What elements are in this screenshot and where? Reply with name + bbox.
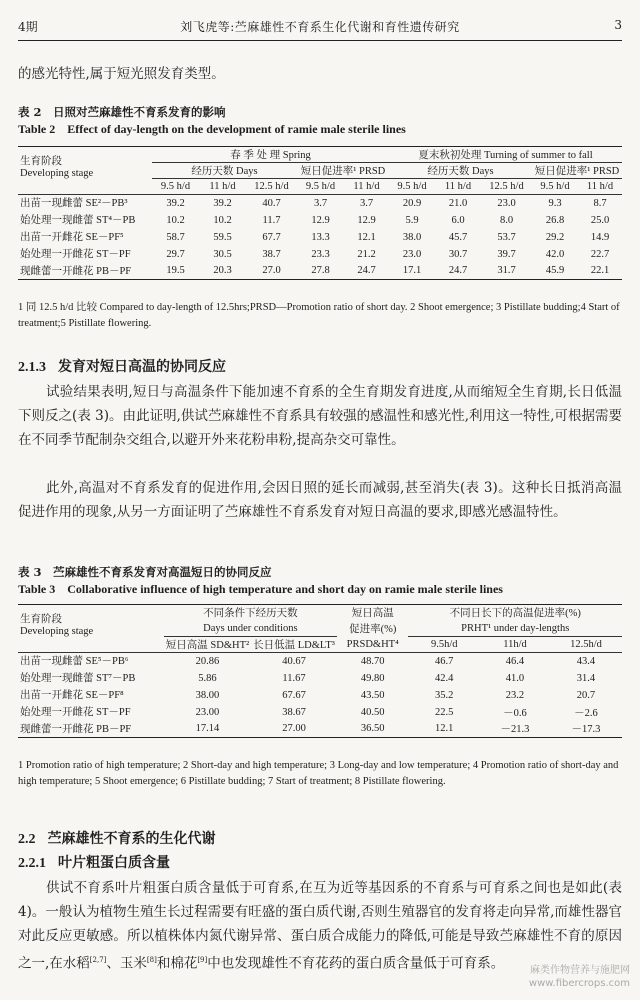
table2-col: 12.5 h/d [254,181,289,192]
value-cell: 17.1 [402,265,422,277]
section-number: 2.1.3 [18,360,46,375]
table2-col: 9.5 h/d [397,181,427,192]
table3-group-prht-en: PRHT¹ under day-lengths [408,621,622,637]
value-cell: 46.4 [505,655,525,667]
value-cell: 22.5 [435,706,454,718]
value-cell: 39.2 [166,197,185,209]
para-text-c: 和棉花 [156,955,198,972]
table3-group-prsdht-cn2: 促进率(%) [349,624,397,635]
value-cell: 11.67 [282,672,306,684]
value-cell: 11.7 [262,214,281,226]
value-cell: 53.7 [497,231,516,243]
section-title: 叶片粗蛋白质含量 [58,855,170,871]
section-2-2-1-para [18,876,622,976]
table3-col-d2: 11h/d [503,639,527,650]
value-cell: 12.1 [357,231,376,243]
table3-col-ldlt: 长日低温 LD&LT³ [253,640,335,651]
para-text-b: 、玉米 [106,955,147,972]
value-cell: 12.9 [311,214,330,226]
value-cell: 27.00 [282,723,306,735]
stage-cell: 现雌蕾一开雌花 PB－PF [20,723,132,735]
running-title: 刘飞虎等:苎麻雄性不育系生化代谢和育性遗传研究 [180,20,460,34]
value-cell: 20.86 [195,655,220,667]
value-cell: 25.0 [590,214,610,226]
value-cell: 8.0 [499,214,514,226]
value-cell: 67.67 [282,689,306,701]
value-cell: 5.9 [405,214,419,226]
value-cell: 23.00 [195,706,220,718]
reference-mark: [2,7] [89,956,107,964]
value-cell: 67.7 [262,231,281,243]
section-number: 2.2.1 [18,856,46,871]
table3-group-days-cn: 不同条件下经历天数 [203,608,298,620]
value-cell: 10.2 [166,214,185,226]
value-cell: 40.67 [282,655,306,667]
table2-col: 9.5 h/d [160,181,191,192]
table3-caption [18,564,622,598]
table-row [18,687,622,704]
section-2-1-3-para1: 试验结果表明,短日与高温条件下能加速不育系的全生育期发育进度,从而缩短全生育期,长日低温下则反之(表 3)。由此证明,供试苎麻雄性不育系具有较强的感温性和感光性,利用这一特性,可根据需要在不同季节配制杂交组合,以避开外来花粉串粉,提高杂交可靠性。 [18,384,622,448]
value-cell: 23.2 [505,689,525,701]
value-cell: 29.7 [166,248,185,260]
value-cell: 26.8 [545,214,565,226]
value-cell: 59.5 [213,231,232,243]
value-cell: 27.0 [262,265,281,277]
stage-cell: 出苗一现雌蕾 SE⁵－PB⁶ [20,656,129,667]
value-cell: 43.50 [360,689,385,701]
value-cell: 17.14 [195,723,220,735]
value-cell: 13.3 [311,231,330,243]
value-cell: 49.80 [360,672,385,684]
value-cell: 40.7 [262,197,281,209]
value-cell: －17.3 [571,724,601,736]
value-cell: 39.2 [213,197,232,209]
value-cell: 43.4 [576,655,596,667]
table3-col-d3: 12.5h/d [570,639,602,650]
value-cell: 48.70 [360,655,385,667]
value-cell: 41.0 [505,672,525,684]
value-cell: 38.0 [402,231,422,243]
value-cell: 30.7 [448,248,468,260]
table3-caption-en: Table 3 Collaborative influence of high temperature and short day on ramie male sterile lines [18,582,503,596]
table2-sub-prsd-summer: 短日促进率¹ PRSD [532,163,622,179]
intro-line: 的感光特性,属于短光照发育类型。 [18,66,225,82]
value-cell: 12.1 [435,723,454,735]
value-cell: 22.1 [590,265,610,277]
table2-sub-prsd-spring: 短日促进率¹ PRSD [297,163,389,179]
value-cell: 42.0 [545,248,565,260]
watermark: 麻类作物营养与施肥网 www.fibercrops.com [528,965,630,989]
stage-cell: 出苗一开雌花 SE－PF⁸ [20,689,124,701]
table2 [18,146,622,280]
value-cell: 27.8 [311,265,330,277]
value-cell: 14.9 [590,231,610,243]
section-2-2-heading [18,828,216,848]
value-cell: 46.7 [435,655,454,667]
value-cell: 31.7 [497,265,516,277]
value-cell: 24.7 [357,265,376,277]
table2-stage-header: 生育阶段 Developing stage [18,147,152,195]
reference-mark: [9] [197,956,208,964]
table3-group-days-en: Days under conditions [164,621,337,637]
table2-body [18,195,622,280]
reference-mark: [8] [146,956,157,964]
value-cell: 20.3 [213,265,232,277]
section-number: 2.2 [18,832,36,847]
table-row [18,229,622,246]
value-cell: 9.3 [548,197,562,209]
table2-group-spring: 春 季 处 理 Spring [152,147,389,163]
table2-col: 12.5 h/d [489,181,524,192]
table2-sub-days-summer: 经历天数 Days [389,163,532,179]
value-cell: 8.7 [593,197,607,209]
value-cell: 45.9 [545,265,565,277]
value-cell: 12.9 [357,214,376,226]
value-cell: 38.67 [282,706,306,718]
table3-stage-header: 生育阶段 Developing stage [18,605,164,653]
running-header [18,10,622,41]
value-cell: 35.2 [435,689,454,701]
section-2-1-3-heading [18,356,226,376]
table-row [18,721,622,738]
value-cell: 23.0 [402,248,422,260]
value-cell: 23.3 [311,248,330,260]
page-number: 3 [614,18,622,32]
section-title: 发育对短日高温的协同反应 [58,359,226,375]
table3-group-prsdht-cn: 短日高温 [351,608,394,620]
value-cell: 45.7 [448,231,468,243]
value-cell: 31.4 [576,672,596,684]
table3-col-sdht: 短日高温 SD&HT² [165,640,250,651]
table-row [18,670,622,687]
stage-cell: 始处理一现雌蕾 ST⁷－PB [20,672,136,684]
table-row [18,704,622,721]
value-cell: 20.7 [576,689,596,701]
table3-col-prsdht: PRSD&HT⁴ [346,638,399,650]
stage-cell: 现雌蕾一开雌花 PB－PF [20,265,132,277]
value-cell: 38.00 [195,689,220,701]
stage-cell: 出苗一开雌花 SE－PF⁵ [20,231,124,243]
value-cell: 38.7 [262,248,281,260]
value-cell: 30.5 [213,248,232,260]
table-row [18,195,622,212]
value-cell: 6.0 [451,214,465,226]
value-cell: －21.3 [500,724,530,736]
table-row [18,246,622,263]
table3-col-d1: 9.5h/d [430,639,458,650]
value-cell: 3.7 [313,197,328,209]
stage-cell: 出苗一现雌蕾 SE²－PB³ [20,198,128,209]
table-row [18,212,622,229]
value-cell: 40.50 [360,706,385,718]
table3-group-prht-cn: 不同日长下的高温促进率(%) [449,608,581,620]
value-cell: 3.7 [359,197,374,209]
table2-col: 11 h/d [353,181,380,192]
value-cell: 22.7 [590,248,610,260]
para-text-d: 中也发现雄性不育花药的蛋白质含量低于可育系。 [207,955,505,972]
table3-body [18,653,622,738]
stage-cell: 始处理一开雌花 ST－PF [20,706,131,718]
para-text-a: 供试不育系叶片粗蛋白质含量低于可育系,在互为近等基因系的不育系与可育系之间也是如此(表 4)。一般认为植物生殖生长过程需要有旺盛的蛋白质代谢,否则生殖器官的发育将走向异常,而雄性器官对此反应更敏感。所以植株体内氮代谢异常、蛋白质合成能力的降低,可能是导致苎麻雄性不育的原因之一,在水稻 [18,880,622,972]
table-row [18,653,622,670]
table2-sub-days-spring: 经历天数 Days [152,163,297,179]
value-cell: －2.6 [574,707,598,719]
value-cell: 58.7 [166,231,185,243]
value-cell: 21.2 [357,248,376,260]
table2-group-summer: 夏末秋初处理 Turning of summer to fall [389,147,622,163]
value-cell: 5.86 [198,672,217,684]
value-cell: 21.0 [448,197,468,209]
table3 [18,604,622,738]
table2-caption-cn: 表 2 日照对苎麻雄性不育系发育的影响 [18,105,226,119]
table3-caption-cn: 表 3 苎麻雄性不育系发育对高温短日的协同反应 [18,565,272,579]
section-2-2-1-heading [18,852,170,872]
stage-cell: 始处理一现雌蕾 ST⁴－PB [20,214,136,226]
table2-col: 9.5 h/d [305,181,336,192]
section-title: 苎麻雄性不育系的生化代谢 [47,831,216,847]
table2-col: 11 h/d [586,181,614,192]
section-2-1-3-para2: 此外,高温对不育系发育的促进作用,会因日照的延长而减弱,甚至消失(表 3)。这种长日抵消高温促进作用的现象,从另一方面证明了苎麻雄性不育系发育对短日高温的要求,即感光感温特性。 [18,480,622,520]
value-cell: 10.2 [213,214,232,226]
value-cell: －0.6 [503,707,527,719]
value-cell: 36.50 [360,723,385,735]
issue-label: 4期 [18,20,38,34]
table2-footnote: 1 同 12.5 h/d 比较 Compared to day-length of 12.5hrs;PRSD—Promotion ratio of short day. 2 Shoot emergence; 3 Pistillate budding;4 Start of treatment;5 Pistillate flowering. [18,302,620,329]
value-cell: 29.2 [545,231,565,243]
value-cell: 24.7 [448,265,468,277]
table2-caption-en: Table 2 Effect of day-length on the development of ramie male sterile lines [18,122,406,136]
stage-cell: 始处理一开雌花 ST－PF [20,248,131,260]
value-cell: 23.0 [497,197,516,209]
table3-footnote: 1 Promotion ratio of high temperature; 2 Short-day and high temperature; 3 Long-day and low temperature; 4 Promotion ratio of short-day and high temperature; 5 Shoot emergence; 6 Pistillate budding; 7 Start of treatment; 8 Pistillate flowering. [18,760,619,787]
value-cell: 42.4 [435,672,454,684]
table2-caption [18,104,622,138]
value-cell: 20.9 [402,197,422,209]
table2-col: 11 h/d [209,181,236,192]
value-cell: 39.7 [497,248,516,260]
table-row [18,263,622,280]
value-cell: 19.5 [166,265,185,277]
table2-col: 11 h/d [444,181,472,192]
table2-col: 9.5 h/d [540,181,570,192]
